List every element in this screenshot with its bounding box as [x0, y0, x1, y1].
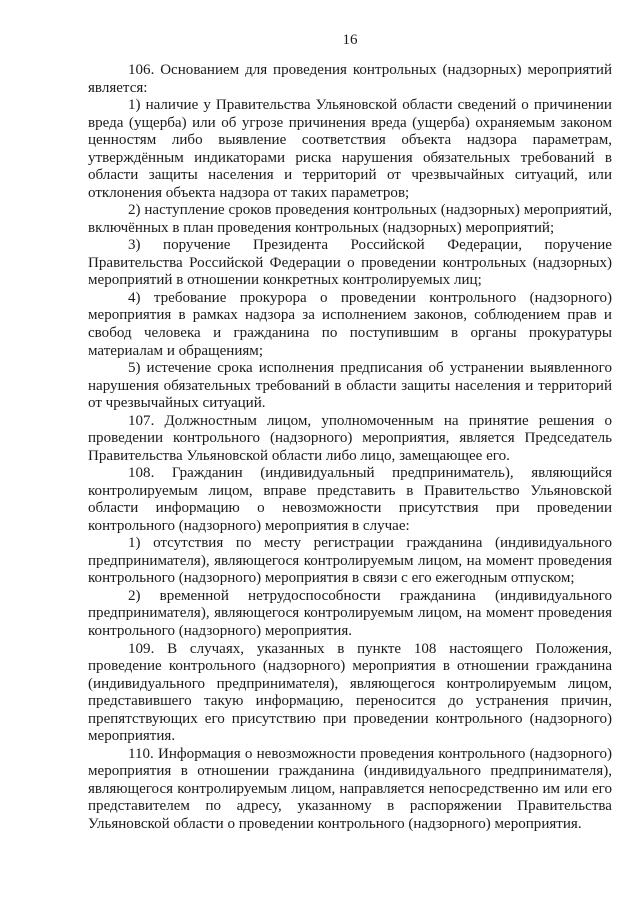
paragraph-106-item-2: 2) наступление сроков проведения контрольных (надзорных) мероприятий, включённых в план проведения контрольных (надзорных) мероприятий; — [88, 202, 612, 236]
document-body — [88, 62, 612, 833]
paragraph-108: 108. Гражданин (индивидуальный предприниматель), являющийся контролируемым лицом, вправе представить в Правительство Ульяновской области информацию о невозможности присутствия при проведении контрольного (надзорного) мероприятия в случае: — [88, 465, 612, 534]
paragraph-106: 106. Основанием для проведения контрольных (надзорных) мероприятий является: — [88, 62, 612, 96]
page-number: 16 — [342, 32, 358, 48]
paragraph-110: 110. Информация о невозможности проведения контрольного (надзорного) мероприятия в отношении гражданина (индивидуального предпринимателя), являющегося контролируемым лицом, направляется непосредственно им или его представителем по адресу, указанному в распоряжении Правительства Ульяновской области о проведении контрольного (надзорного) мероприятия. — [88, 745, 612, 832]
paragraph-106-item-1: 1) наличие у Правительства Ульяновской области сведений о причинении вреда (ущерба) или об угрозе причинения вреда (ущерба) охраняемым законом ценностям либо выявление соответствия объекта надзора параметрам, утверждённым индикаторами риска нарушения обязательных требований в области защиты населения и территорий от чрезвычайных ситуаций, или отклонения объекта надзора от таких параметров; — [88, 97, 612, 201]
paragraph-106-item-3: 3) поручение Президента Российской Федерации, поручение Правительства Российской Федерации о проведении контрольных (надзорных) мероприятий в отношении конкретных контролируемых лиц; — [88, 237, 612, 289]
paragraph-109: 109. В случаях, указанных в пункте 108 настоящего Положения, проведение контрольного (надзорного) мероприятия в отношении гражданина (индивидуального предпринимателя), являющегося контролируемым лицом, представившего такую информацию, переносится до устранения причин, препятствующих его присутствию при проведении контрольного (надзорного) мероприятия. — [88, 640, 612, 745]
paragraph-108-item-2: 2) временной нетрудоспособности гражданина (индивидуального предпринимателя), являющегося контролируемым лицом, на момент проведения контрольного (надзорного) мероприятия. — [88, 587, 612, 639]
paragraph-106-item-4: 4) требование прокурора о проведении контрольного (надзорного) мероприятия в рамках надзора за исполнением законов, соблюдением прав и свобод человека и гражданина по поступившим в органы прокуратуры материалам и обращениям; — [88, 289, 612, 359]
paragraph-106-item-5: 5) истечение срока исполнения предписания об устранении выявленного нарушения обязательных требований в области защиты населения и территорий от чрезвычайных ситуаций. — [88, 360, 612, 412]
paragraph-107: 107. Должностным лицом, уполномоченным на принятие решения о проведении контрольного (надзорного) мероприятия, является Председатель Правительства Ульяновской области либо лицо, замещающее его. — [88, 412, 612, 464]
paragraph-108-item-1: 1) отсутствия по месту регистрации гражданина (индивидуального предпринимателя), являющегося контролируемым лицом, на момент проведения контрольного (надзорного) мероприятия в связи с его ежегодным отпуском; — [88, 535, 612, 587]
